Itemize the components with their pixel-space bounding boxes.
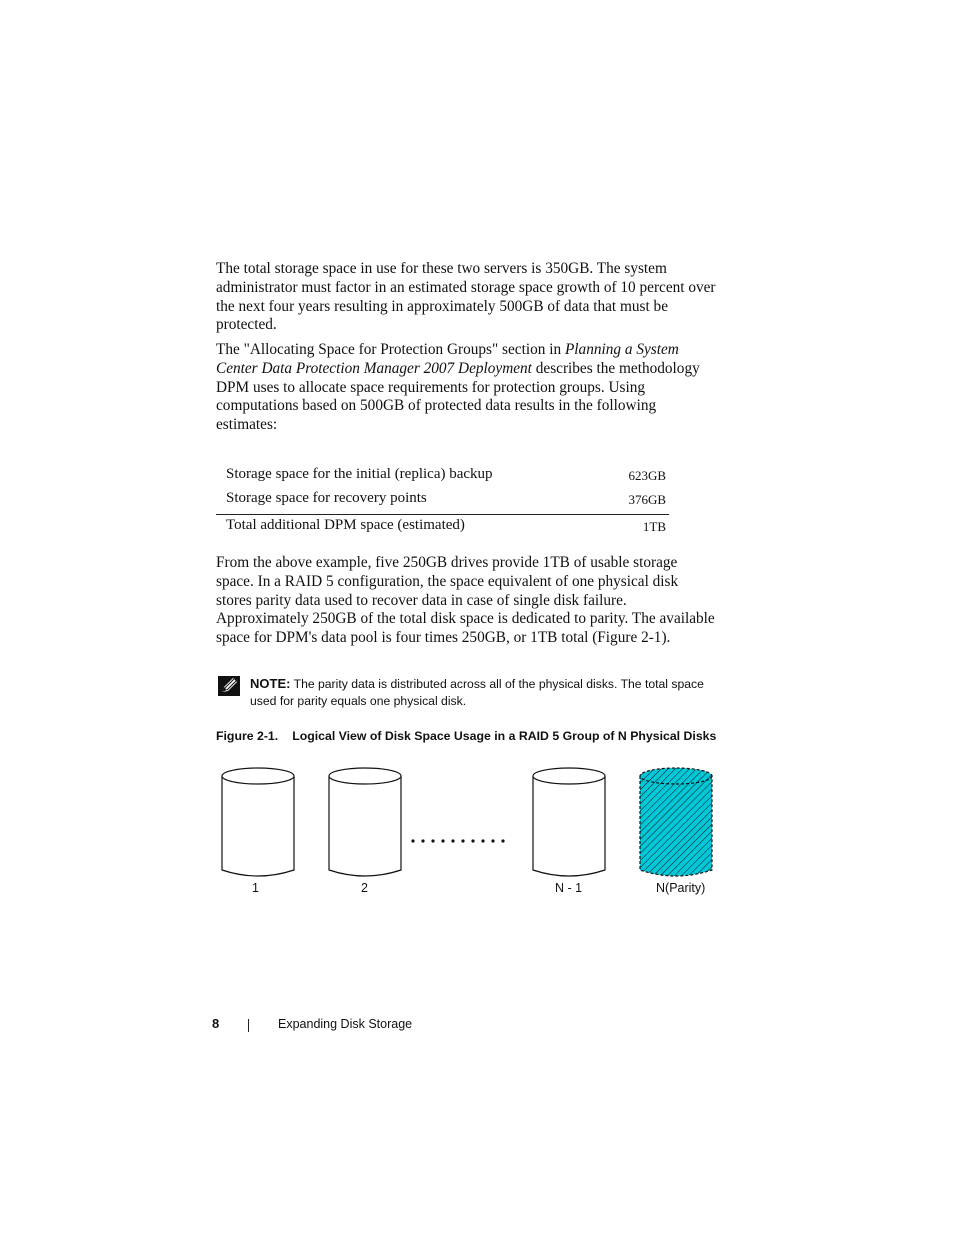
page-footer [212,1014,512,1034]
paragraph-storage-total: The total storage space in use for these two servers is 350GB. The system administrator must factor in an estimated storage space growth of 10 percent over the next four years resulting in approximately 500GB of data that must be protected. [216,260,716,334]
disk-2 [329,768,401,876]
estimates-table [216,464,669,539]
paragraph-text: The "Allocating Space for Protection Groups" section in [216,341,565,358]
table-row [216,488,669,512]
paragraph-allocating-space [216,341,716,435]
note-callout [216,674,716,714]
pencil-note-icon [218,676,240,696]
note-text [250,675,716,710]
row-label: Storage space for recovery points [226,490,427,506]
paragraph-text: describes the methodology DPM uses to allocate space requirements for protection groups. Using computations based on 500GB of protected data results in the following estimates: [216,359,700,434]
row-value: 1TB [642,519,666,534]
figure-number: Figure 2-1. [216,729,279,743]
disk-1 [222,768,294,876]
note-body: The parity data is distributed across all of the physical disks. The total space used for parity equals one physical disk. [250,677,704,708]
disk-parity [640,768,712,876]
figure-caption [216,729,736,743]
page-number: 8 [212,1016,220,1031]
raid-diagram [210,760,720,900]
section-title: Expanding Disk Storage [278,1017,413,1031]
paragraph-raid-example: From the above example, five 250GB drives provide 1TB of usable storage space. In a RAID 5 configuration, the space equivalent of one physical disk stores parity data used to recover data in case of single disk failure. Approximately 250GB of the total disk space is dedicated to parity. The available space for DPM's data pool is four times 250GB, or 1TB total (Figure 2-1). [216,554,715,647]
disk-label: 1 [252,881,259,895]
row-label: Total additional DPM space (estimated) [226,517,465,533]
table-total-row [216,514,669,539]
disk-n-minus-1 [533,768,605,876]
table-row [216,464,669,488]
row-value: 376GB [628,492,666,507]
row-label: Storage space for the initial (replica) backup [226,466,493,482]
footer-divider [248,1019,249,1032]
figure-title: Logical View of Disk Space Usage in a RAID 5 Group of N Physical Disks [292,729,717,743]
disk-label: 2 [361,881,368,895]
row-value: 623GB [628,468,666,483]
disk-label: N(Parity) [656,881,706,895]
disk-label: N - 1 [555,881,583,895]
note-label: NOTE: [250,676,291,691]
ellipsis-dots [411,839,504,842]
book-title: Planning a System Center Data Protection Manager 2007 Deployment [216,341,679,377]
